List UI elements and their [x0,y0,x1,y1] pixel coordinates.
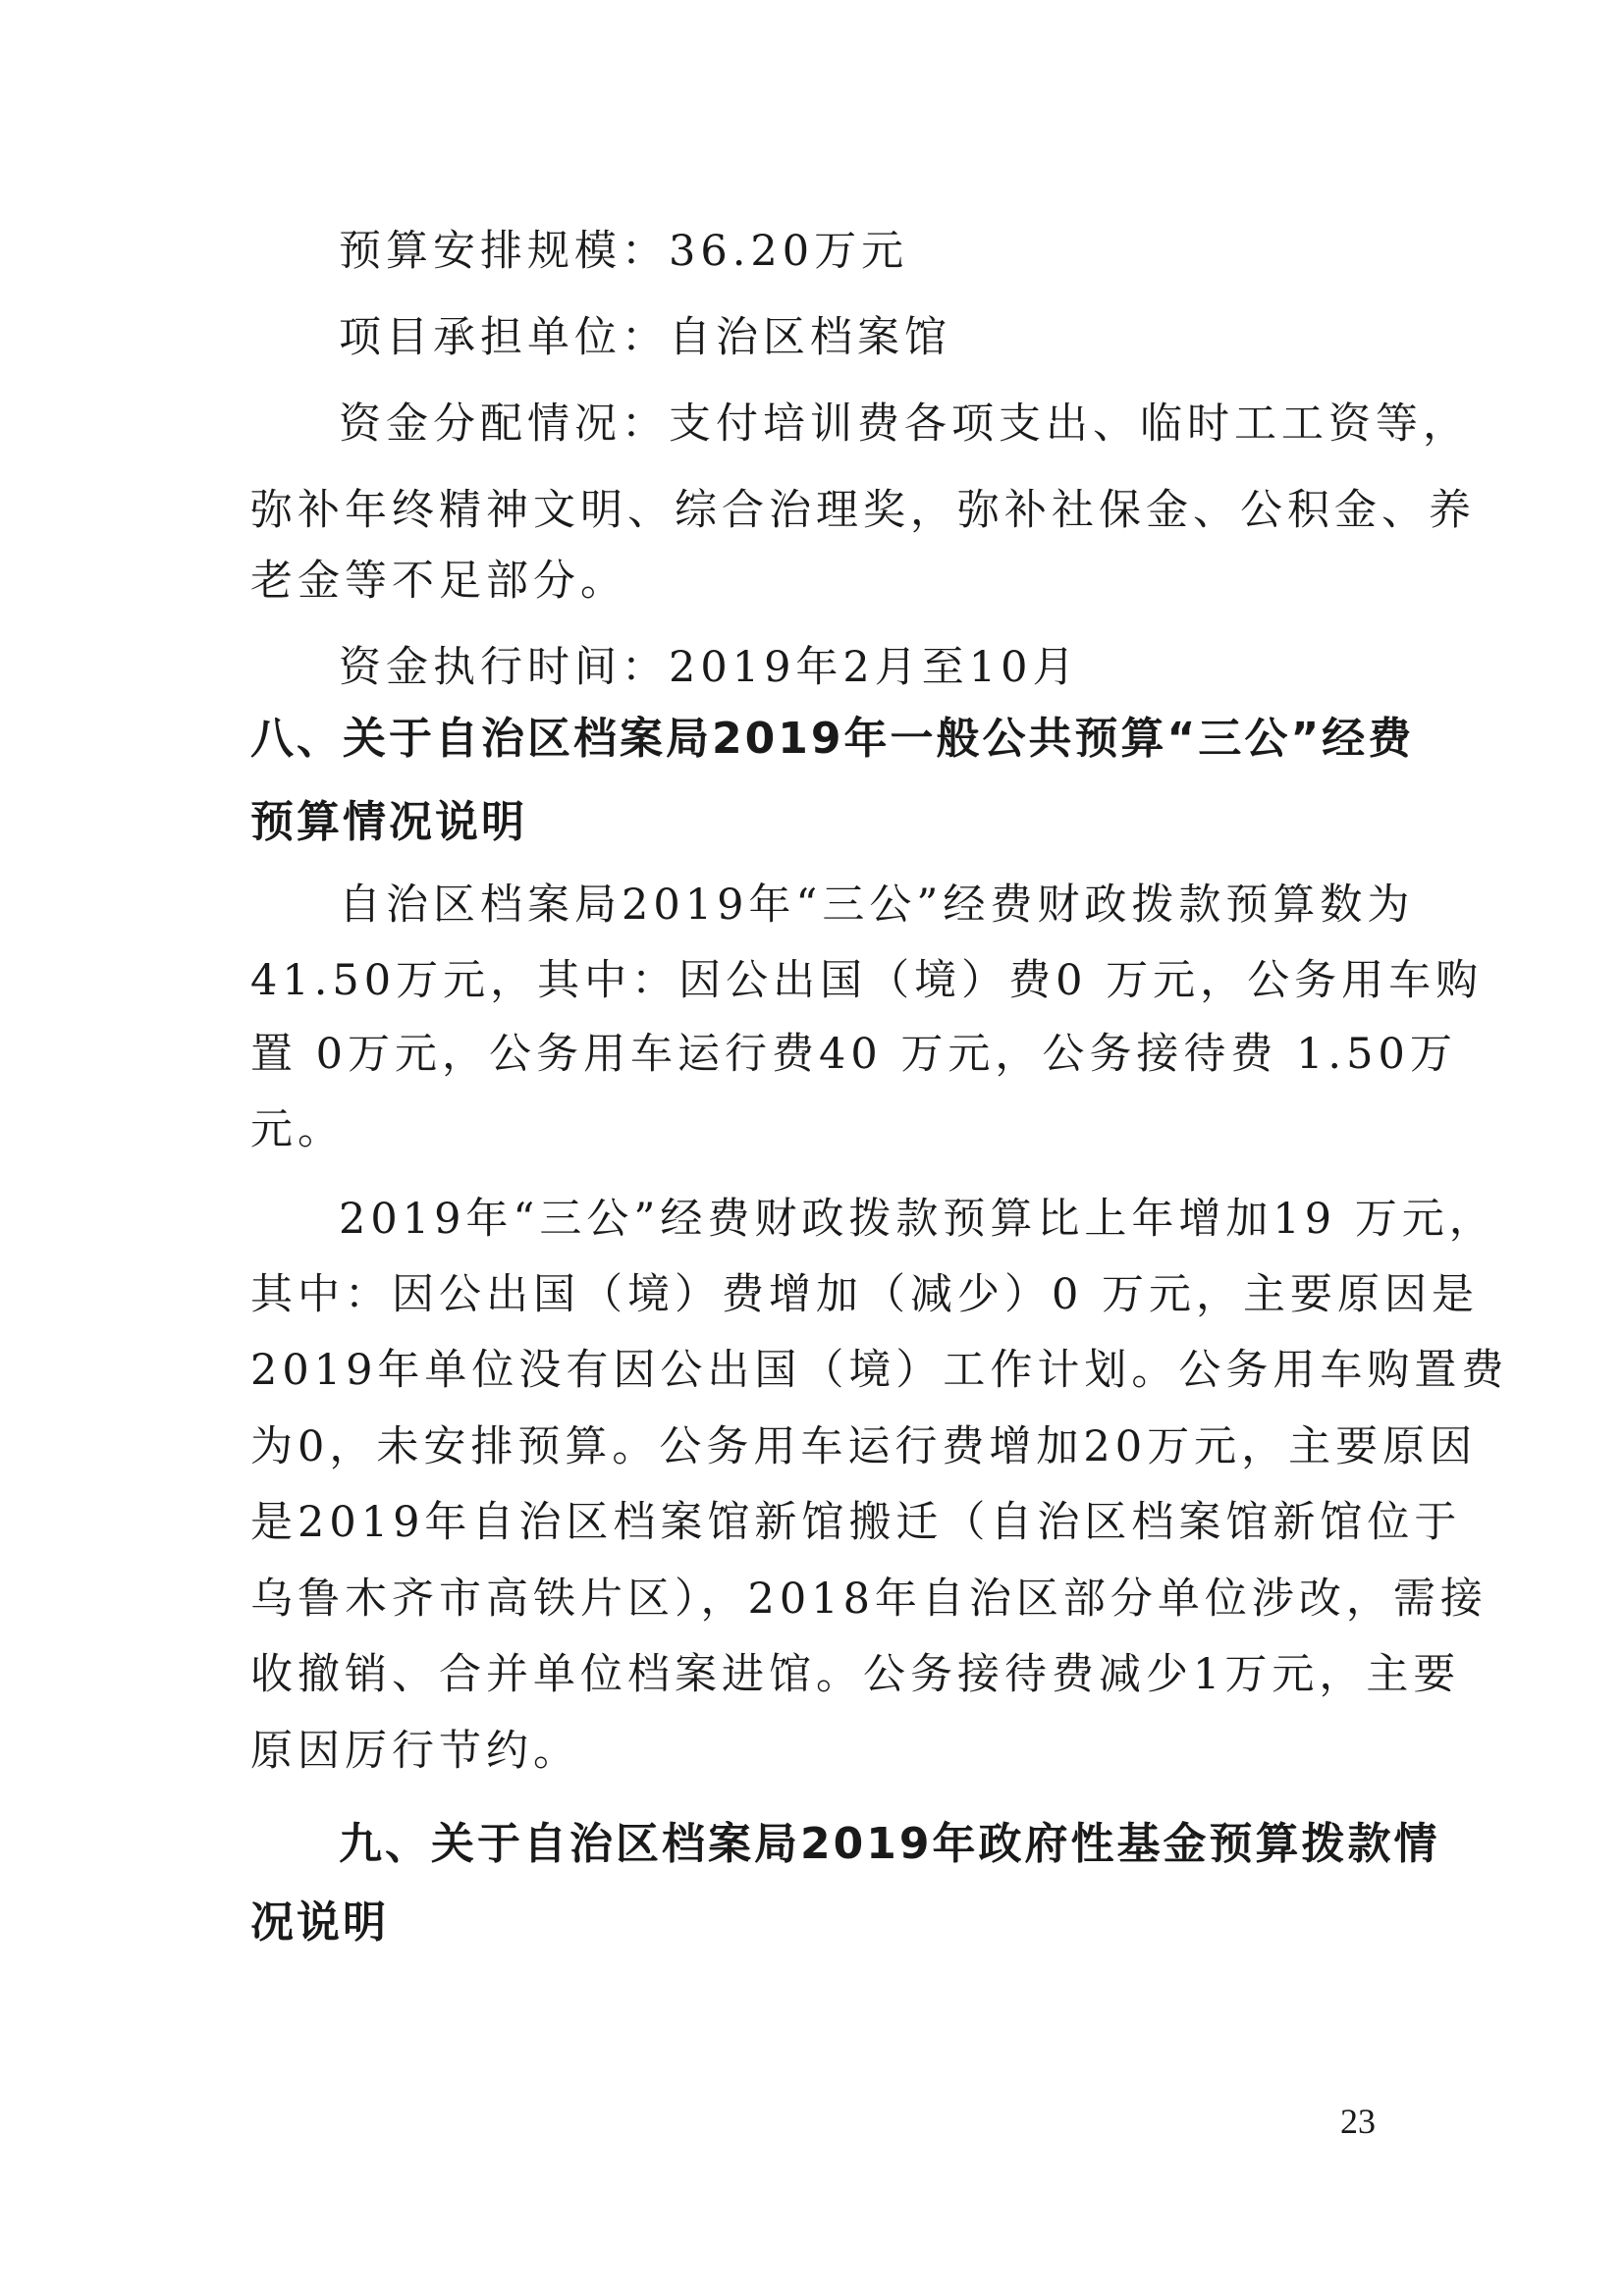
fund-allocation-line-1: 资金分配情况：支付培训费各项支出、临时工工资等， [339,400,1470,449]
paragraph-2-line-1: 2019年“三公”经费财政拨款预算比上年增加19 万元， [339,1195,1496,1244]
page-number: 23 [1340,2102,1376,2141]
section-9-heading-line-2: 况说明 [250,1897,389,1948]
paragraph-2-line-2: 其中：因公出国（境）费增加（减少）0 万元，主要原因是 [250,1270,1480,1319]
paragraph-2-line-6: 乌鲁木齐市高铁片区），2018年自治区部分单位涉改，需接 [250,1575,1488,1624]
fund-allocation-line-3: 老金等不足部分。 [250,557,627,606]
paragraph-1-line-1: 自治区档案局2019年“三公”经费财政拨款预算数为 [339,881,1415,930]
project-unit-line: 项目承担单位：自治区档案馆 [339,313,951,362]
paragraph-2-line-4: 为0，未安排预算。公务用车运行费增加20万元，主要原因 [250,1422,1478,1471]
fund-allocation-line-2: 弥补年终精神文明、综合治理奖，弥补社保金、公积金、养 [250,486,1476,535]
paragraph-2-line-8: 原因厉行节约。 [250,1727,580,1776]
paragraph-2-line-7: 收撤销、合并单位档案进馆。公务接待费减少1万元，主要 [250,1650,1461,1699]
paragraph-1-line-4: 元。 [250,1105,345,1154]
budget-scale-line: 预算安排规模：36.20万元 [339,227,909,276]
fund-execution-time-line: 资金执行时间：2019年2月至10月 [339,643,1080,692]
paragraph-1-line-3: 置 0万元，公务用车运行费40 万元，公务接待费 1.50万 [250,1030,1457,1079]
section-8-heading-line-2: 预算情况说明 [250,797,527,847]
paragraph-1-line-2: 41.50万元，其中：因公出国（境）费0 万元，公务用车购 [250,956,1484,1005]
paragraph-2-line-5: 是2019年自治区档案馆新馆搬迁（自治区档案馆新馆位于 [250,1498,1462,1547]
section-9-heading-line-1: 九、关于自治区档案局2019年政府性基金预算拨款情 [339,1819,1440,1869]
paragraph-2-line-3: 2019年单位没有因公出国（境）工作计划。公务用车购置费 [250,1346,1509,1395]
section-8-heading-line-1: 八、关于自治区档案局2019年一般公共预算“三公”经费 [250,714,1415,764]
